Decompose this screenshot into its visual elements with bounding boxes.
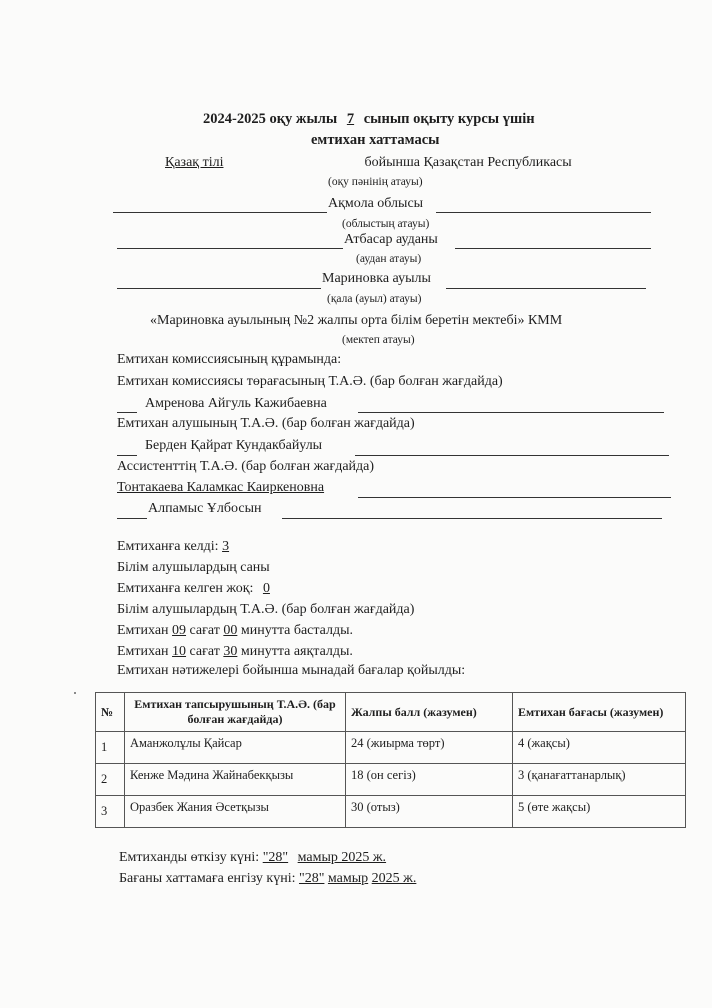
region-rule-right [436, 212, 651, 213]
table-row [96, 764, 686, 796]
row-number: 1 [96, 732, 125, 764]
region-rule-left [113, 212, 327, 213]
results-table [95, 692, 686, 828]
title-year: 2024-2025 оқу жылы [203, 111, 338, 127]
village-rule-left [117, 288, 321, 289]
table-row [96, 732, 686, 764]
absent-value: 0 [262, 581, 270, 596]
entered-day: "28" [298, 871, 325, 886]
held-label: Емтиханды өткізу күні: [119, 850, 260, 865]
row-grade: 3 (қанағаттанарлық) [513, 764, 686, 796]
chair-rule-right [358, 412, 664, 413]
village-rule-right [446, 288, 646, 289]
assistant-rule-2-left [117, 518, 147, 519]
district-rule-left [117, 248, 343, 249]
district-caption: (аудан атауы) [356, 253, 422, 265]
held-month-year: мамыр 2025 ж. [297, 850, 387, 865]
header-number: № [96, 693, 125, 732]
start-mid: сағат [189, 623, 220, 638]
student-rule-right [355, 455, 669, 456]
subject-line [165, 155, 572, 171]
held-day: "28" [262, 850, 289, 865]
subject-value: Қазақ тілі [165, 155, 224, 170]
table-row [96, 796, 686, 828]
region-value: Ақмола облысы [328, 196, 424, 211]
student-label: Емтихан алушының Т.А.Ә. (бар болған жағдайда) [117, 416, 415, 431]
start-hour: 09 [172, 623, 187, 638]
end-min: 30 [223, 644, 238, 659]
school-caption: (мектеп атауы) [342, 334, 415, 346]
scan-speck [74, 692, 76, 694]
start-min: 00 [223, 623, 238, 638]
subject-caption: (оқу пәнінің атауы) [328, 176, 423, 188]
start-time-line [117, 623, 353, 639]
chair-label: Емтихан комиссиясы төрағасының Т.А.Ә. (бар болған жағдайда) [117, 374, 503, 389]
title-grade: 7 [346, 111, 355, 127]
absent-label: Емтиханға келген жоқ: [117, 581, 254, 596]
district-rule-right [455, 248, 651, 249]
end-mid: сағат [189, 644, 220, 659]
village-value: Мариновка ауылы [322, 271, 431, 286]
row-name: Оразбек Жания Әсетқызы [125, 796, 346, 828]
row-score: 18 (он сегіз) [346, 764, 513, 796]
region-caption: (облыстың атауы) [342, 218, 430, 230]
results-intro: Емтихан нәтижелері бойынша мынадай бағалар қойылды: [117, 663, 466, 678]
names-label: Білім алушылардың Т.А.Ә. (бар болған жағдайда) [117, 602, 415, 617]
end-pre: Емтихан [117, 644, 169, 659]
held-date-line [119, 850, 386, 866]
entered-date-line [119, 871, 416, 887]
chair-rule-left [117, 412, 137, 413]
student-rule-left [117, 455, 137, 456]
entered-label: Бағаны хаттамаға енгізу күні: [119, 871, 296, 886]
title-course: сынып оқыту курсы үшін [363, 111, 535, 127]
entered-year: 2025 ж. [371, 871, 417, 886]
row-grade: 5 (өте жақсы) [513, 796, 686, 828]
title-line-2: емтихан хаттамасы [311, 132, 440, 148]
assistant-label: Ассистенттің Т.А.Ә. (бар болған жағдайда) [117, 459, 375, 474]
header-score: Жалпы балл (жазумен) [346, 693, 513, 732]
assistant-name-2: Алпамыс Ұлбосын [148, 501, 262, 516]
table-header-row [96, 693, 686, 732]
row-number: 2 [96, 764, 125, 796]
header-grade: Емтихан бағасы (жазумен) [513, 693, 686, 732]
school-value: «Мариновка ауылының №2 жалпы орта білім беретін мектебі» КММ [150, 313, 563, 328]
assistant-rule-2-right [282, 518, 662, 519]
title-line-1 [203, 111, 535, 128]
came-label: Емтиханға келді: [117, 539, 219, 554]
commission-heading: Емтихан комиссиясының құрамында: [117, 352, 342, 367]
count-label: Білім алушылардың саны [117, 560, 270, 575]
entered-month: мамыр [327, 871, 369, 886]
subject-suffix: бойынша Қазақстан Республикасы [364, 155, 572, 170]
village-caption: (қала (ауыл) атауы) [327, 293, 422, 305]
absent-line [117, 581, 270, 597]
row-number: 3 [96, 796, 125, 828]
start-post: минутта басталды. [240, 623, 354, 638]
header-name: Емтихан тапсырушының Т.А.Ә. (бар болған жағдайда) [125, 693, 346, 732]
end-post: минутта аяқталды. [240, 644, 353, 659]
chair-name: Амренова Айгуль Кажибаевна [145, 396, 327, 411]
end-hour: 10 [172, 644, 187, 659]
row-score: 30 (отыз) [346, 796, 513, 828]
row-grade: 4 (жақсы) [513, 732, 686, 764]
assistant-name-1: Тонтакаева Каламкас Каиркеновна [117, 480, 325, 495]
row-name: Аманжолұлы Қайсар [125, 732, 346, 764]
came-value: 3 [222, 539, 230, 554]
start-pre: Емтихан [117, 623, 169, 638]
district-value: Атбасар ауданы [344, 232, 438, 247]
row-score: 24 (жиырма төрт) [346, 732, 513, 764]
end-time-line [117, 644, 353, 660]
came-line [117, 539, 229, 555]
assistant-rule-1 [358, 497, 671, 498]
student-name: Берден Қайрат Кундакбайулы [145, 438, 323, 453]
row-name: Кенже Мәдина Жайнабекқызы [125, 764, 346, 796]
